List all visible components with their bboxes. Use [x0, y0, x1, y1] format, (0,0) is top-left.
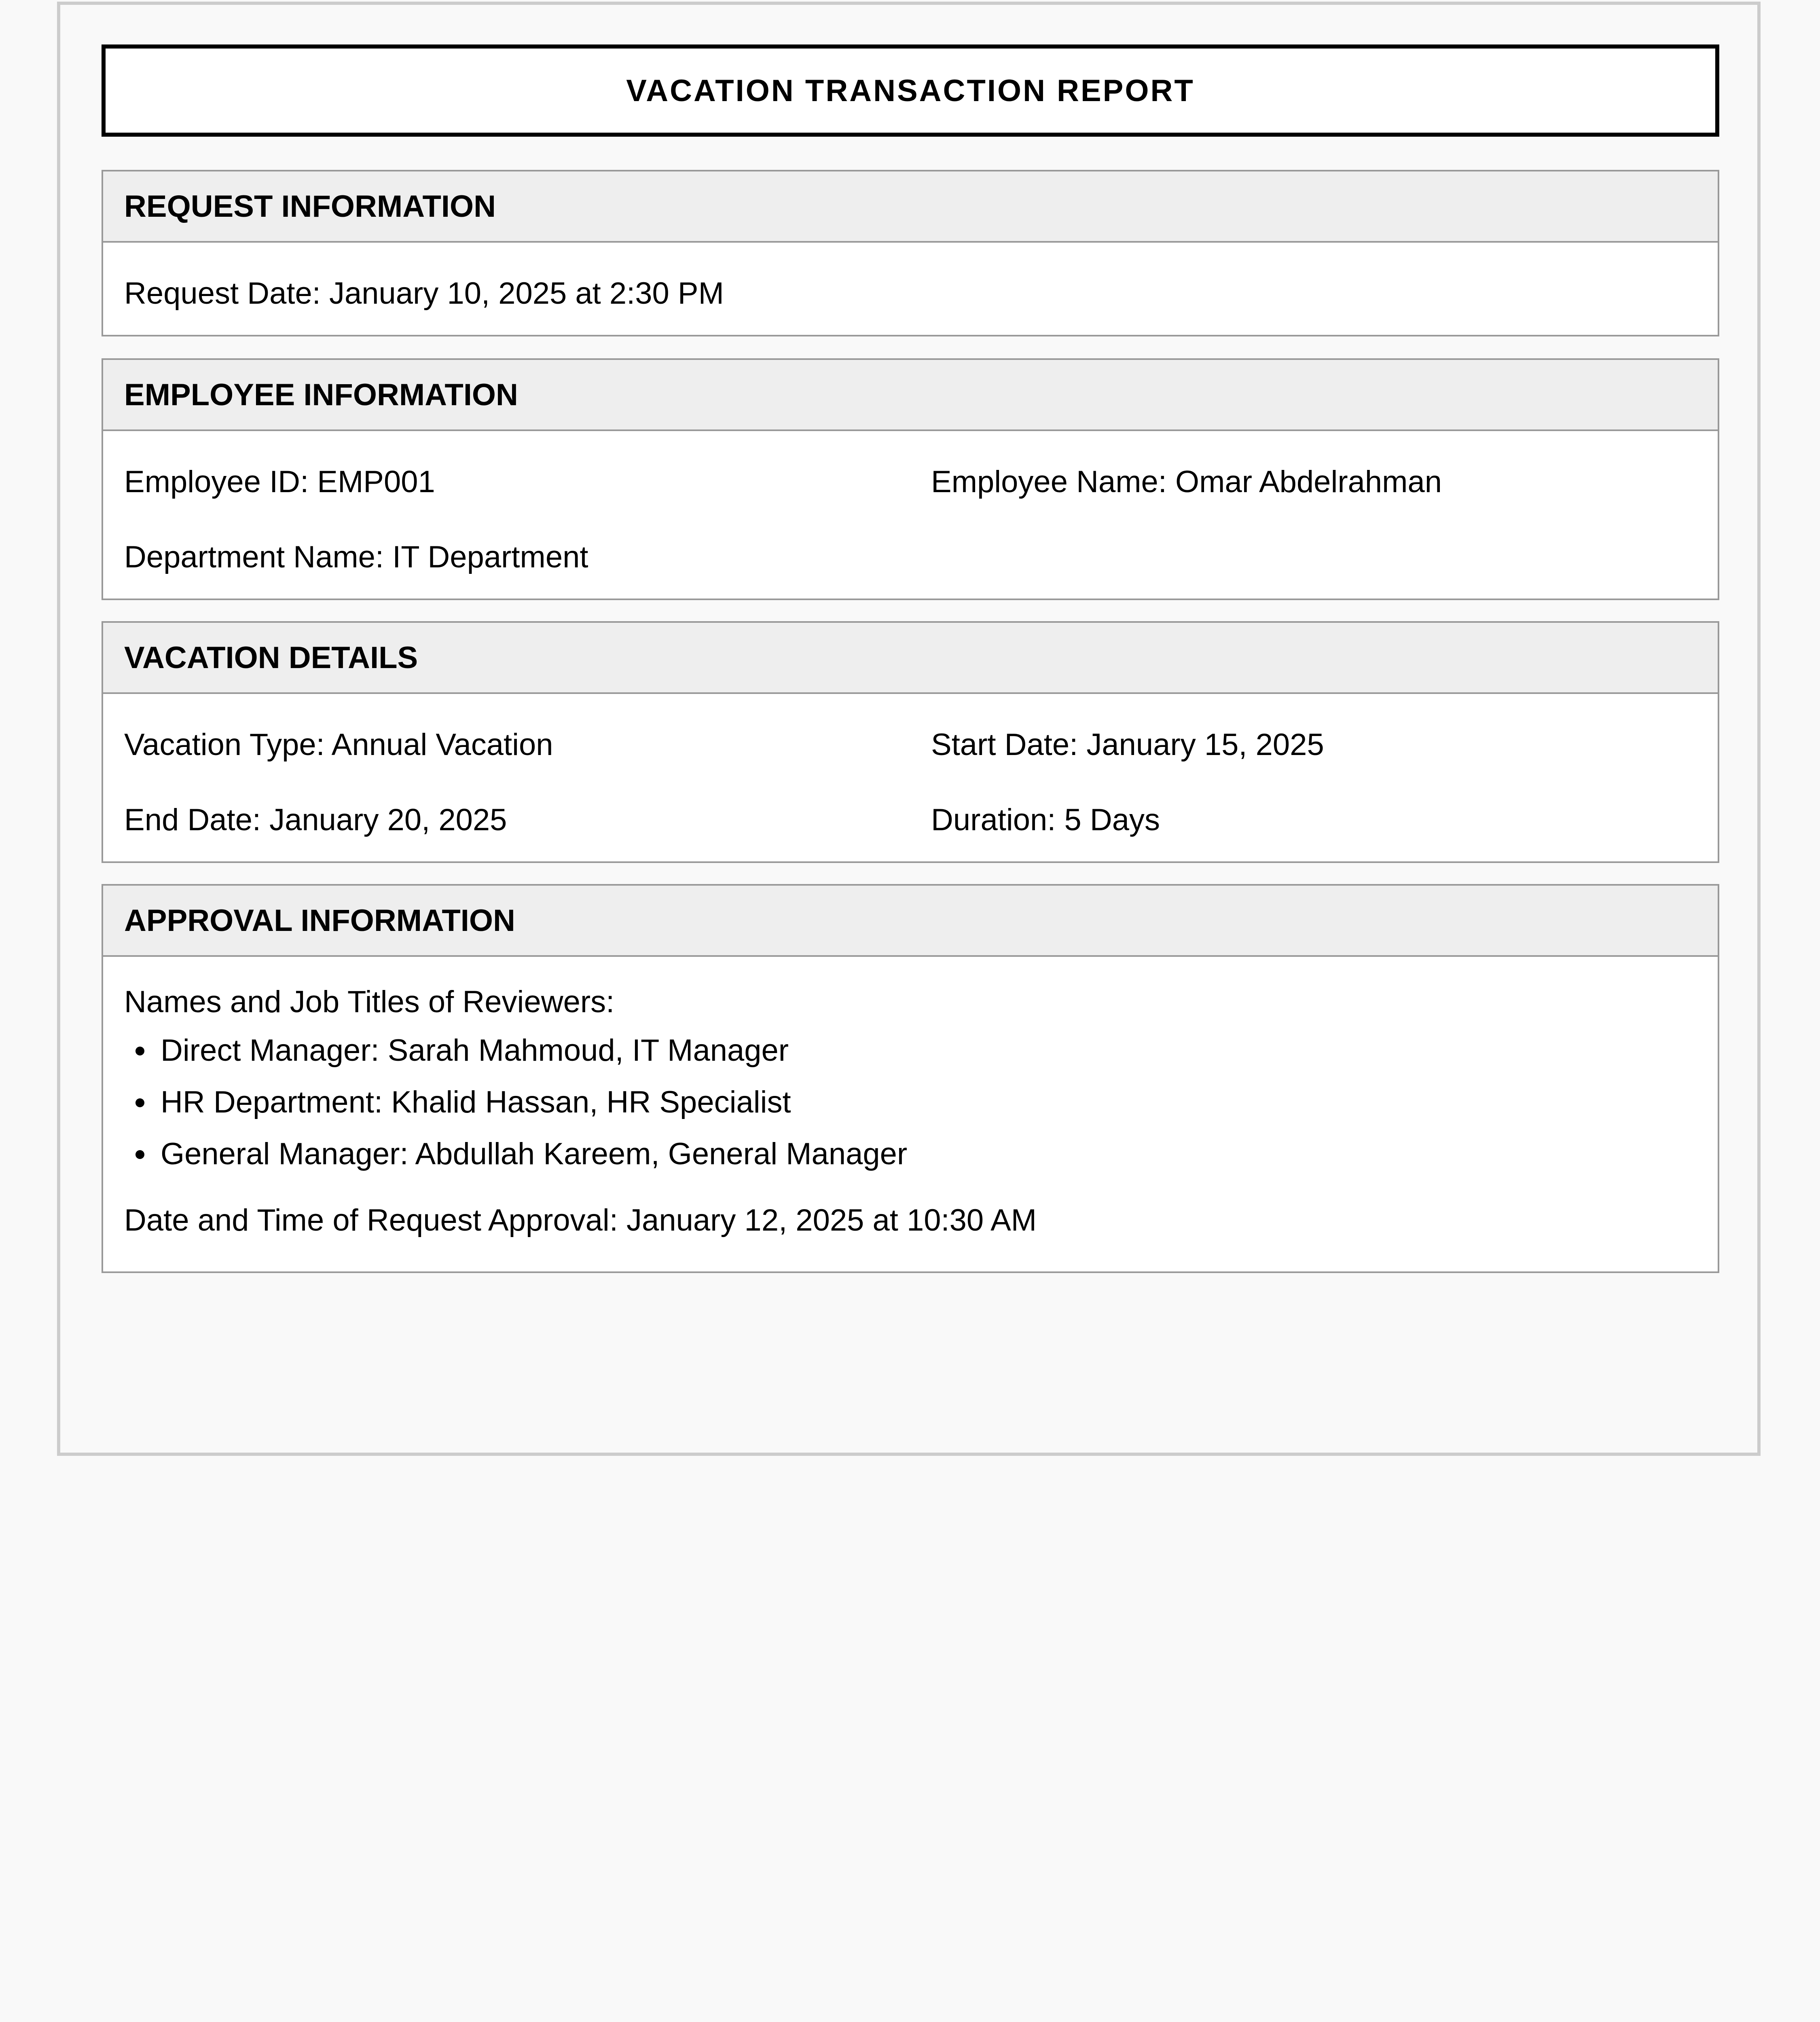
list-item — [161, 1077, 907, 1128]
employee-id: Employee ID: EMP001 — [124, 465, 435, 499]
bullet-icon — [135, 1150, 144, 1159]
vacation-details-header — [103, 623, 1718, 694]
reviewer-general-manager: General Manager: Abdullah Kareem, General Manager — [161, 1137, 908, 1171]
approval-datetime: Date and Time of Request Approval: January 12, 2025 at 10:30 AM — [124, 1203, 1037, 1237]
section-title: REQUEST INFORMATION — [124, 189, 496, 224]
request-date: Request Date: January 10, 2025 at 2:30 PM — [124, 276, 724, 311]
list-item — [161, 1128, 907, 1180]
list-item — [161, 1025, 907, 1077]
request-information-section — [102, 170, 1719, 336]
department-name: Department Name: IT Department — [124, 540, 588, 574]
end-date: End Date: January 20, 2025 — [124, 803, 507, 837]
employee-name: Employee Name: Omar Abdelrahman — [931, 465, 1442, 499]
section-title: APPROVAL INFORMATION — [124, 903, 515, 938]
employee-information-section — [102, 358, 1719, 600]
vacation-type: Vacation Type: Annual Vacation — [124, 728, 553, 762]
employee-information-header — [103, 360, 1718, 431]
reviewer-direct-manager: Direct Manager: Sarah Mahmoud, IT Manager — [161, 1033, 789, 1068]
vacation-details-section — [102, 621, 1719, 863]
approval-information-header — [103, 886, 1718, 957]
bullet-icon — [135, 1047, 144, 1055]
report-title: VACATION TRANSACTION REPORT — [626, 73, 1195, 108]
bullet-icon — [135, 1098, 144, 1107]
report-title-box — [102, 44, 1719, 137]
section-title: EMPLOYEE INFORMATION — [124, 377, 518, 412]
approval-information-section — [102, 884, 1719, 1273]
request-information-header — [103, 171, 1718, 243]
reviewers-list — [161, 1025, 907, 1180]
duration: Duration: 5 Days — [931, 803, 1160, 837]
reviewers-label: Names and Job Titles of Reviewers: — [124, 985, 615, 1019]
start-date: Start Date: January 15, 2025 — [931, 728, 1324, 762]
reviewer-hr-department: HR Department: Khalid Hassan, HR Specialist — [161, 1085, 791, 1119]
section-title: VACATION DETAILS — [124, 640, 418, 675]
